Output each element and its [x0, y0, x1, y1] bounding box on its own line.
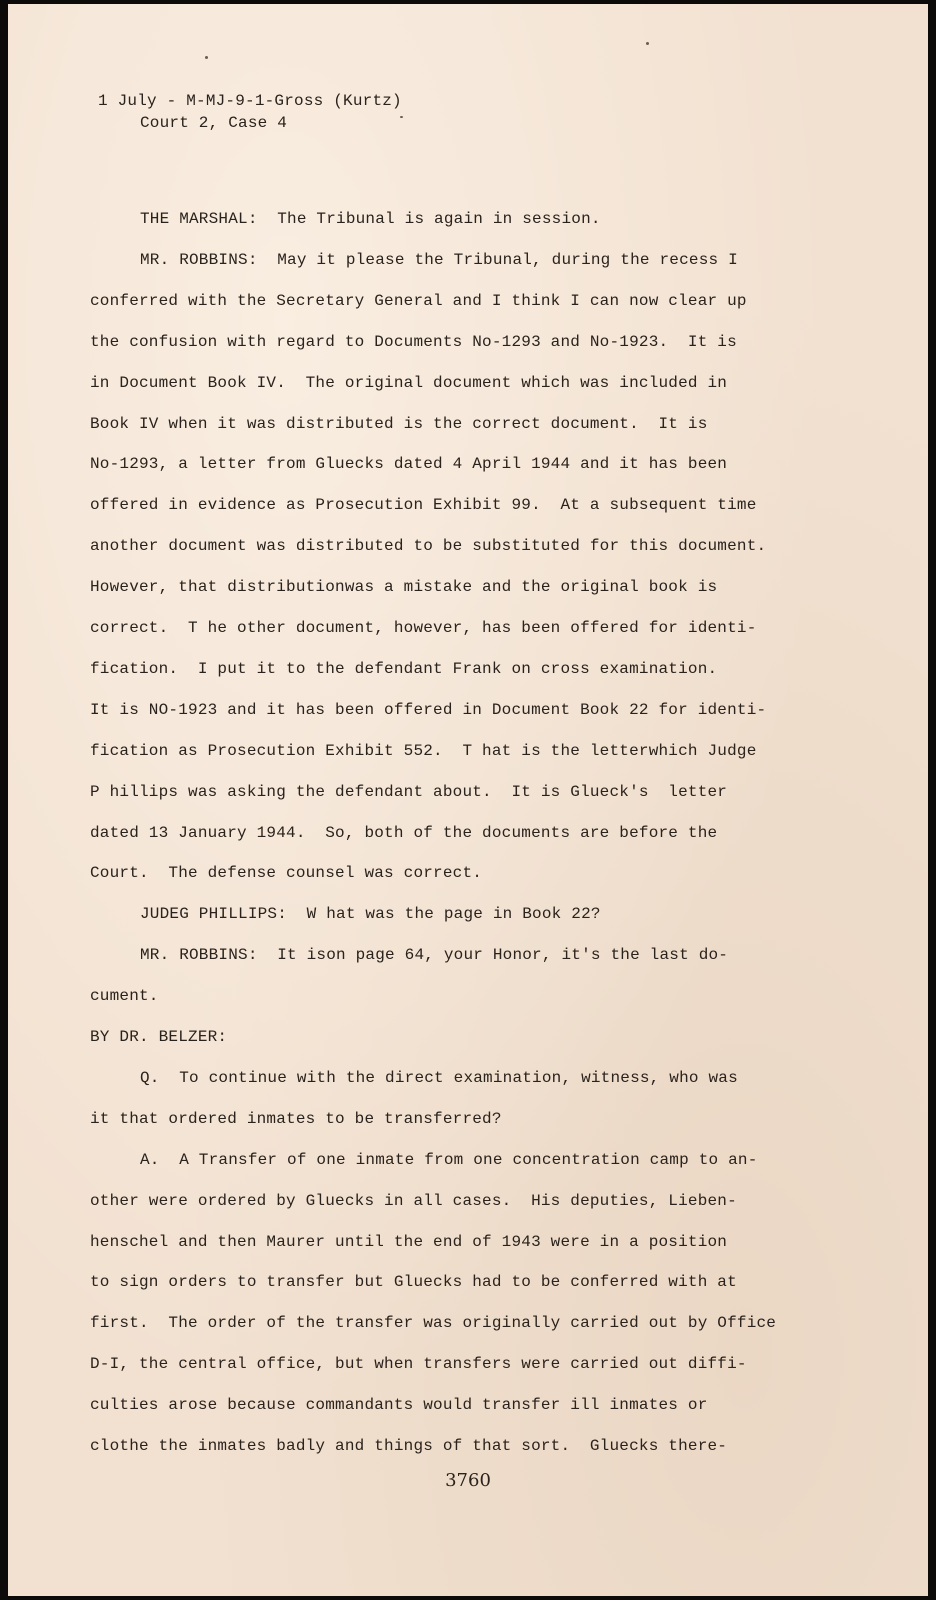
transcript-line: cument.	[90, 987, 159, 1005]
transcript-line: dated 13 January 1944. So, both of the documents are before the	[90, 824, 718, 842]
transcript-line: THE MARSHAL: The Tribunal is again in session.	[140, 210, 601, 228]
transcript-line: offered in evidence as Prosecution Exhibit 99. At a subsequent time	[90, 496, 757, 514]
transcript-line: it that ordered inmates to be transferred?	[90, 1110, 502, 1128]
paper-speck	[205, 56, 208, 59]
transcript-line: henschel and then Maurer until the end of 1943 were in a position	[90, 1233, 728, 1251]
transcript-line: JUDEG PHILLIPS: W hat was the page in Book 22?	[140, 905, 601, 923]
paper-speck	[646, 42, 649, 45]
transcript-line: fication as Prosecution Exhibit 552. T hat is the letterwhich Judge	[90, 742, 757, 760]
transcript-line: other were ordered by Gluecks in all cases. His deputies, Lieben-	[90, 1192, 737, 1210]
header-line-1: 1 July - M-MJ-9-1-Gross (Kurtz)	[98, 92, 402, 110]
page-number: 3760	[445, 1470, 491, 1491]
paper-speck	[400, 116, 403, 118]
transcript-line: A. A Transfer of one inmate from one concentration camp to an-	[140, 1151, 758, 1169]
transcript-line: Q. To continue with the direct examination, witness, who was	[140, 1069, 738, 1087]
transcript-line: However, that distributionwas a mistake and the original book is	[90, 578, 718, 596]
transcript-line: No-1293, a letter from Gluecks dated 4 April 1944 and it has been	[90, 455, 728, 473]
transcript-line: Court. The defense counsel was correct.	[90, 864, 483, 882]
transcript-line: the confusion with regard to Documents No-1293 and No-1923. It is	[90, 333, 737, 351]
transcript-line: in Document Book IV. The original document which was included in	[90, 374, 728, 392]
transcript-line: clothe the inmates badly and things of that sort. Gluecks there-	[90, 1437, 728, 1455]
document-page	[8, 4, 928, 1596]
transcript-line: to sign orders to transfer but Gluecks had to be conferred with at	[90, 1273, 737, 1291]
transcript-line: Book IV when it was distributed is the correct document. It is	[90, 415, 708, 433]
transcript-line: P hillips was asking the defendant about. It is Glueck's letter	[90, 783, 728, 801]
transcript-line: correct. T he other document, however, has been offered for identi-	[90, 619, 757, 637]
transcript-line: MR. ROBBINS: It ison page 64, your Honor, it's the last do-	[140, 946, 729, 964]
header-line-2: Court 2, Case 4	[140, 114, 288, 132]
transcript-line: It is NO-1923 and it has been offered in Document Book 22 for identi-	[90, 701, 767, 719]
transcript-line: BY DR. BELZER:	[90, 1028, 228, 1046]
transcript-line: another document was distributed to be substituted for this document.	[90, 537, 767, 555]
transcript-line: conferred with the Secretary General and I think I can now clear up	[90, 292, 747, 310]
transcript-line: fication. I put it to the defendant Frank on cross examination.	[90, 660, 718, 678]
transcript-line: MR. ROBBINS: May it please the Tribunal, during the recess I	[140, 251, 738, 269]
transcript-line: culties arose because commandants would transfer ill inmates or	[90, 1396, 708, 1414]
transcript-line: first. The order of the transfer was originally carried out by Office	[90, 1314, 777, 1332]
transcript-line: D-I, the central office, but when transfers were carried out diffi-	[90, 1355, 747, 1373]
